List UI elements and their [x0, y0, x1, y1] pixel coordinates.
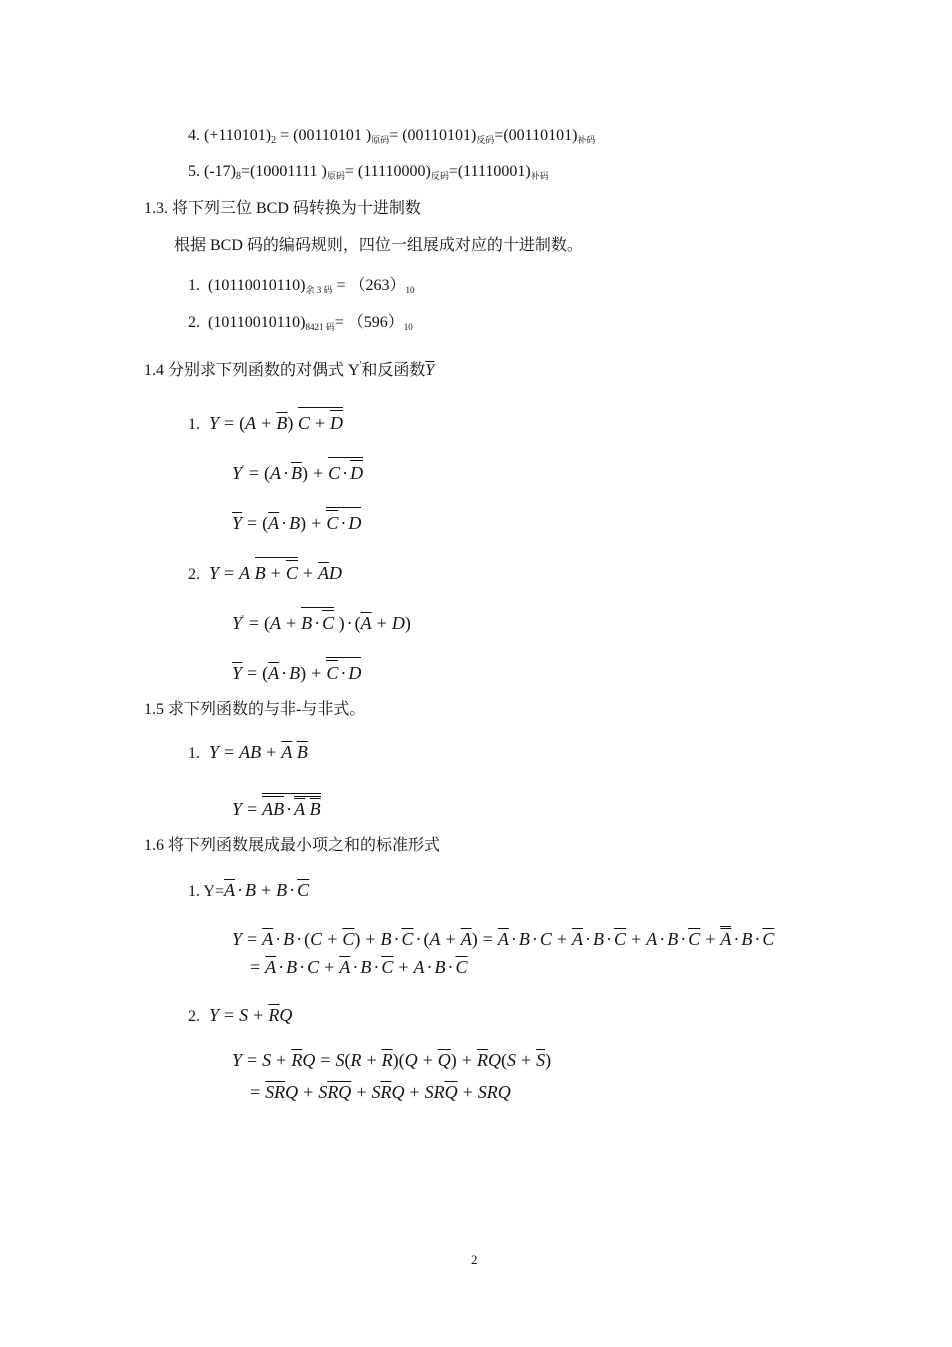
section-1-5-title: 1.5 求下列函数的与非-与非式。 — [144, 701, 366, 718]
binary-row-5: 5. $(-17)_8=(10001111$ )原码= (11110000)反码=(11110001)补码 — [188, 163, 549, 182]
section-1-3-desc: 根据 BCD 码的编码规则，四位一组展成对应的十进制数。 — [174, 237, 583, 254]
eq-1-4-2-dual: Y' = (A + B · C ) · $(\overline{A} + D)$ — [232, 606, 411, 633]
eq-1-6-1-expand-a: $Y = \overline{A} \cdot B \cdot (C + \overline{C}) + B \cdot \overline{C} \cdot (A + \overline{A}) = \overline{A} \cdot B \cdot C + \overline{A} \cdot B \cdot \overline{C} + A \cdot B \cdot \overline{C} + \overline{A} \cdot B \cdot \overline{C}$ — [232, 925, 774, 949]
page-number: 2 — [471, 1252, 478, 1267]
bcd-item-2: 2. (10110010110)8421 码= （596）10 — [188, 314, 413, 332]
bcd-item-1: 1. (10110010110)余 3 码 = （263）10 — [188, 277, 415, 295]
section-1-6-title: 1.6 将下列函数展成最小项之和的标准形式 — [144, 837, 441, 854]
eq-1-6-2: 2. $Y = S + \overline{R}Q$ — [188, 1005, 293, 1025]
section-1-3-title: 1.3. 将下列三位 BCD 码转换为十进制数 — [144, 200, 421, 217]
eq-1-4-1-dual: $Y' = (A \cdot \overline{B}) + C \cdot D$ — [232, 456, 363, 483]
eq-1-6-2-expand-a: $Y = S + \overline{R}Q = S(R + \overline{R})(Q + \overline{Q}) + \overline{R}Q(S + \overline{S})$ — [232, 1050, 552, 1070]
section-1-4-title: 1.4 分别求下列函数的对偶式 Y'和反函数$\overline{Y}$ — [144, 360, 435, 379]
binary-row-4: 4. $(+110101)_2 = (00110101$ )原码= (00110101)反码=(00110101)补码 — [188, 127, 596, 146]
eq-1-4-2: 2. Y = A $B + C + \overline{A}D$ — [188, 556, 342, 585]
eq-1-6-2-expand-b: = $\overline{S}\overline{R}Q + S\overline{RQ} + S\overline{R}Q + SR\overline{Q}$ + SRQ — [250, 1082, 511, 1102]
eq-1-4-2-inverse: $\overline{Y} = (\overline{A} \cdot B) + C \cdot D$ — [232, 656, 361, 683]
eq-1-5-1: 1. Y = AB + $\overline{A}$ $\overline{B}$ — [188, 742, 308, 762]
eq-1-5-1-nand: Y = AB · $\overline{A}$ $\overline{B}$ — [232, 792, 321, 819]
eq-1-6-1: 1. $Y=\overline{A} \cdot B + B \cdot \overline{C}$ — [188, 880, 310, 900]
eq-1-4-1: 1. $Y = (A + \overline{B})$ C + D — [188, 406, 343, 435]
eq-1-4-1-inverse: $\overline{Y} = (\overline{A} \cdot B) + C \cdot D$ — [232, 506, 361, 533]
eq-1-6-1-expand-b: = $\overline{A} \cdot B \cdot C + \overline{A} \cdot B \cdot \overline{C} + A \cdot B \cdot \overline{C}$ — [250, 957, 468, 977]
